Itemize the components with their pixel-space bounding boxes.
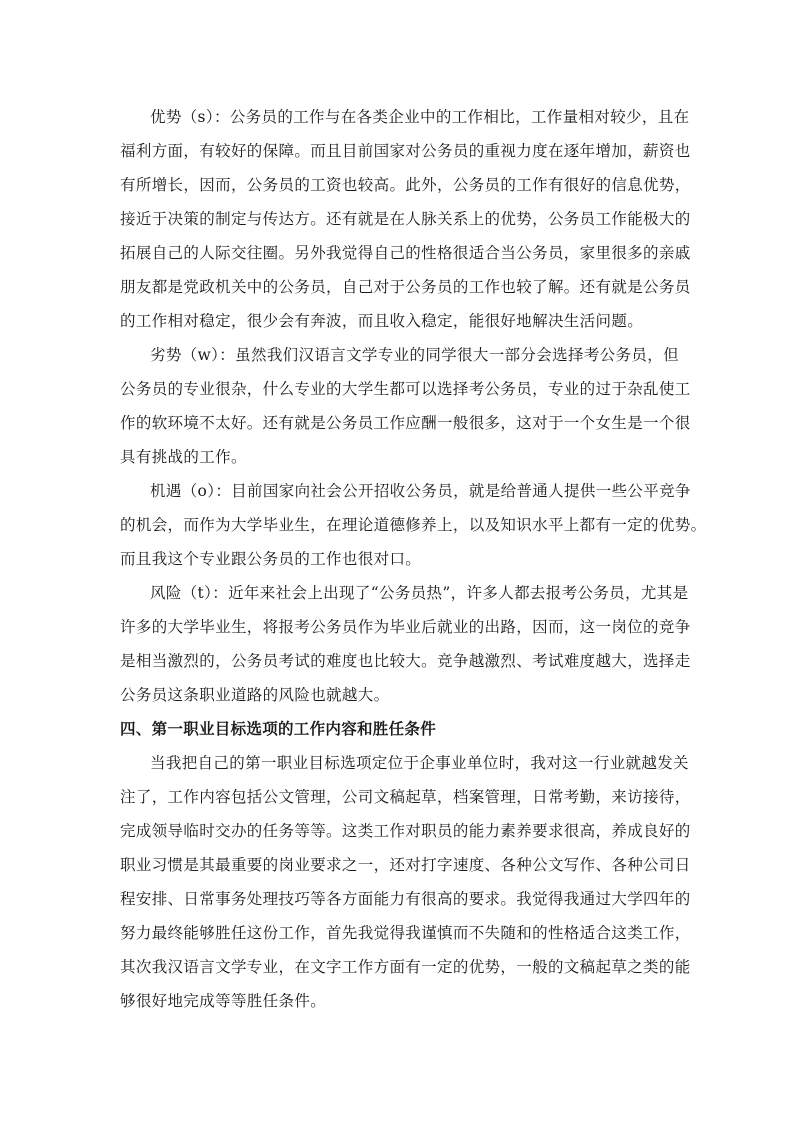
opportunities-line: 的机会，而作为大学毕业生，在理论道德修养上，以及知识水平上都有一定的优势。 <box>120 516 707 534</box>
strengths-line: 接近于决策的制定与传达方。还有就是在人脉关系上的优势，公务员工作能极大的 <box>120 210 691 228</box>
opportunities-line: 而且我这个专业跟公务员的工作也很对口。 <box>120 550 422 568</box>
threats-line: 许多的大学毕业生，将报考公务员作为毕业后就业的出路，因而，这一岗位的竞争 <box>120 618 691 636</box>
job-content-line: 职业习惯是其最重要的岗业要求之一，还对打字速度、各种公文写作、各种公司日 <box>120 856 691 874</box>
job-content-line: 努力最终能够胜任这份工作，首先我觉得我谨慎而不失随和的性格适合这类工作， <box>120 924 691 942</box>
strengths-line: 的工作相对稳定，很少会有奔波，而且收入稳定，能很好地解决生活问题。 <box>120 312 644 330</box>
threats-line: 风险（t）：近年来社会上出现了“公务员热”，许多人都去报考公务员，尤其是 <box>150 584 689 602</box>
threats-line: 公务员这条职业道路的风险也就越大。 <box>120 686 390 704</box>
job-content-line: 完成领导临时交办的任务等等。这类工作对职员的能力素养要求很高，养成良好的 <box>120 822 691 840</box>
weaknesses-line: 作的软环境不太好。还有就是公务员工作应酬一般很多，这对于一个女生是一个很 <box>120 414 691 432</box>
weaknesses-line: 具有挑战的工作。 <box>120 448 247 466</box>
weaknesses-line: 公务员的专业很杂，什么专业的大学生都可以选择考公务员，专业的过于杂乱使工 <box>120 380 691 398</box>
job-content-line: 其次我汉语言文学专业，在文字工作方面有一定的优势，一般的文稿起草之类的能 <box>120 958 691 976</box>
strengths-line: 朋友都是党政机关中的公务员，自己对于公务员的工作也较了解。还有就是公务员 <box>120 278 691 296</box>
opportunities-line: 机遇（o）：目前国家向社会公开招收公务员，就是给普通人提供一些公平竞争 <box>150 482 691 500</box>
job-content-line: 当我把自己的第一职业目标选项定位于企事业单位时，我对这一行业就越发关 <box>150 754 689 772</box>
job-content-line: 程安排、日常事务处理技巧等各方面能力有很高的要求。我觉得我通过大学四年的 <box>120 890 691 908</box>
job-content-line: 够很好地完成等等胜任条件。 <box>120 992 327 1010</box>
strengths-line: 福利方面，有较好的保障。而且目前国家对公务员的重视力度在逐年增加，薪资也 <box>120 142 691 160</box>
section-heading: 四、第一职业目标选项的工作内容和胜任条件 <box>120 720 437 738</box>
job-content-line: 注了，工作内容包括公文管理，公司文稿起草，档案管理，日常考勤，来访接待， <box>120 788 691 806</box>
threats-line: 是相当激烈的，公务员考试的难度也比较大。竞争越激烈、考试难度越大，选择走 <box>120 652 691 670</box>
weaknesses-line: 劣势（w）：虽然我们汉语言文学专业的同学很大一部分会选择考公务员，但 <box>150 346 679 364</box>
strengths-line: 优势（s）：公务员的工作与在各类企业中的工作相比，工作量相对较少，且在 <box>150 108 690 126</box>
strengths-line: 有所增长，因而，公务员的工资也较高。此外，公务员的工作有很好的信息优势， <box>120 176 691 194</box>
strengths-line: 拓展自己的人际交往圈。另外我觉得自己的性格很适合当公务员，家里很多的亲戚 <box>120 244 691 262</box>
